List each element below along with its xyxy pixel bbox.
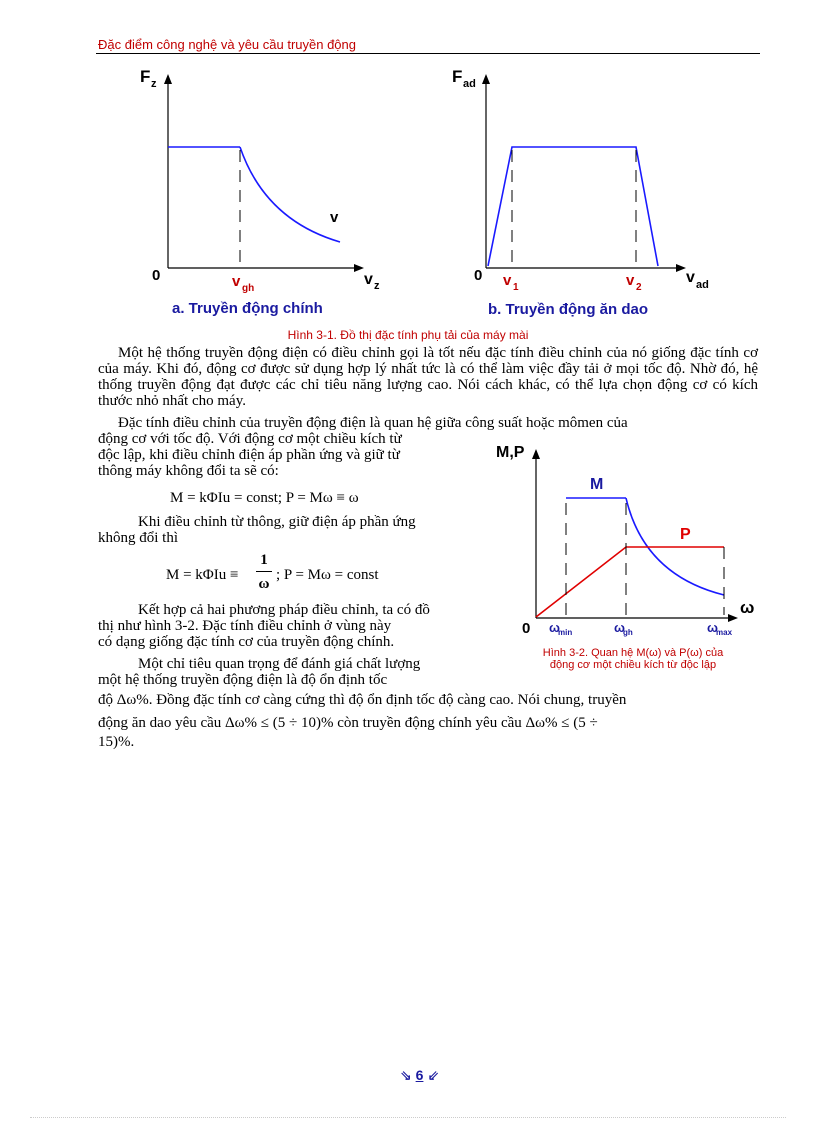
origin-label: 0: [152, 267, 161, 284]
x-label-sub: ad: [696, 279, 709, 291]
paragraph-4-line-1: Kết hợp cả hai phương pháp điều chỉnh, ta có đồ: [138, 602, 430, 618]
tick-v1: v: [503, 272, 512, 289]
p-curve: [536, 547, 724, 617]
y-label: F: [452, 67, 463, 86]
x-axis-arrow-icon: [354, 264, 364, 272]
curve-label-v: v: [330, 209, 339, 226]
formula-2-left: M = kΦIu ≡: [166, 567, 239, 583]
tick-wmax-sub: max: [716, 628, 733, 637]
origin-label: 0: [474, 267, 483, 284]
tick-v1-sub: 1: [513, 282, 519, 293]
arrow-right-icon: ⇙: [427, 1067, 440, 1083]
paragraph-3-line-2: không đổi thì: [98, 530, 179, 546]
figure-3-1-caption: Hình 3-1. Đồ thị đặc tính phụ tải của máy mài: [287, 328, 529, 342]
x-axis-arrow-icon: [676, 264, 686, 272]
figure-3-2-caption-line-2: động cơ một chiều kích từ độc lập: [549, 659, 717, 671]
tick-v2-sub: 2: [636, 282, 642, 293]
y-axis-arrow-icon: [482, 74, 490, 84]
page-number: [400, 1067, 439, 1084]
paragraph-2-line-1: Đặc tính điều chỉnh của truyền động điện là quan hệ giữa công suất hoặc mômen của: [118, 415, 628, 431]
x-label-sub: z: [374, 280, 380, 292]
trapezoid-curve: [488, 147, 658, 266]
m-label: M: [590, 476, 604, 493]
tick-wgh-sub: gh: [623, 628, 633, 637]
figure-a-caption: a. Truyền động chính: [172, 300, 323, 317]
paragraph-5-line-4: động ăn dao yêu cầu Δω% ≤ (5 ÷ 10)% còn truyền động chính yêu cầu Δω% ≤ (5 ÷: [98, 715, 598, 731]
x-label: v: [686, 269, 695, 286]
tick-wmin: ω: [549, 620, 560, 635]
figure-3-2: [494, 435, 764, 650]
tick-wgh: ω: [614, 620, 625, 635]
y-label-sub: z: [151, 78, 157, 90]
figure-3-2-caption-line-1: Hình 3-2. Quan hệ M(ω) và P(ω) của: [542, 647, 724, 659]
tick-v2: v: [626, 272, 635, 289]
figure-b-caption: b. Truyền động ăn dao: [488, 301, 649, 318]
formula-1: M = kΦIu = const; P = Mω ≡ ω: [170, 490, 359, 506]
paragraph-1: Một hệ thống truyền động điện có điều chỉnh gọi là tốt nếu đặc tính điều chỉnh của nó giống đặc tính cơ của máy. Khi đó, động cơ được sử dụng hợp lý nhất tức là có thể làm việc đầy tải ở mọi tốc độ. Nhờ đó, hệ thống truyền động đạt được các chỉ tiêu năng lượng cao. Nói cách khác, có thể lựa chọn động cơ có kích thước nhỏ nhất cho máy.: [98, 345, 758, 409]
paragraph-5-line-1: Một chỉ tiêu quan trọng để đánh giá chất lượng: [138, 656, 421, 672]
paragraph-2-line-4: thông máy không đổi ta sẽ có:: [98, 463, 279, 479]
paragraph-4-line-2: thị như hình 3-2. Đặc tính điều chỉnh ở vùng này: [98, 618, 392, 634]
y-label-sub: ad: [463, 78, 476, 90]
x-label: ω: [740, 598, 755, 617]
p-label: P: [680, 526, 691, 543]
paragraph-4-line-3: có dạng giống đặc tính cơ của truyền động chính.: [98, 634, 395, 650]
header-rule: [96, 53, 760, 54]
tick-wmax: ω: [707, 620, 718, 635]
arrow-left-icon: ⇘: [400, 1067, 412, 1083]
tick-vgh: v: [232, 273, 241, 290]
x-label: v: [364, 271, 373, 288]
paragraph-2-line-3: độc lập, khi điều chỉnh điện áp phần ứng và giữ từ: [98, 447, 400, 463]
page-header: Đặc điểm công nghệ và yêu cầu truyền động: [98, 37, 357, 52]
load-curve-hyperbola: [240, 147, 340, 242]
formula-2-right: ; P = Mω = const: [276, 567, 379, 583]
y-label: M,P: [496, 444, 525, 461]
paragraph-2-line-2: động cơ với tốc độ. Với động cơ một chiều kích từ: [98, 431, 402, 447]
tick-wmin-sub: min: [558, 628, 573, 637]
figure-3-1b: [440, 60, 730, 320]
fraction-bar: [256, 571, 272, 572]
origin-label: 0: [522, 620, 531, 637]
formula-2-denominator: ω: [258, 576, 270, 592]
y-axis-arrow-icon: [532, 449, 540, 459]
paragraph-3-line-1: Khi điều chỉnh từ thông, giữ điện áp phần ứng: [138, 514, 416, 530]
figure-3-2-caption: [508, 647, 758, 671]
y-label: F: [140, 67, 151, 86]
paragraph-5-line-3: độ Δω%. Đồng đặc tính cơ càng cứng thì độ ổn định tốc độ càng cao. Nói chung, truyền: [98, 692, 627, 708]
tick-vgh-sub: gh: [242, 283, 255, 294]
y-axis-arrow-icon: [164, 74, 172, 84]
formula-2-numerator: 1: [260, 552, 268, 568]
paragraph-5-line-2: một hệ thống truyền động điện là độ ổn định tốc: [98, 672, 388, 688]
footer-rule: [30, 1117, 786, 1118]
figure-3-1a: [130, 60, 390, 320]
x-axis-arrow-icon: [728, 614, 738, 622]
page-number-value: 6: [415, 1067, 424, 1083]
paragraph-5-line-5: 15)%.: [98, 734, 135, 750]
